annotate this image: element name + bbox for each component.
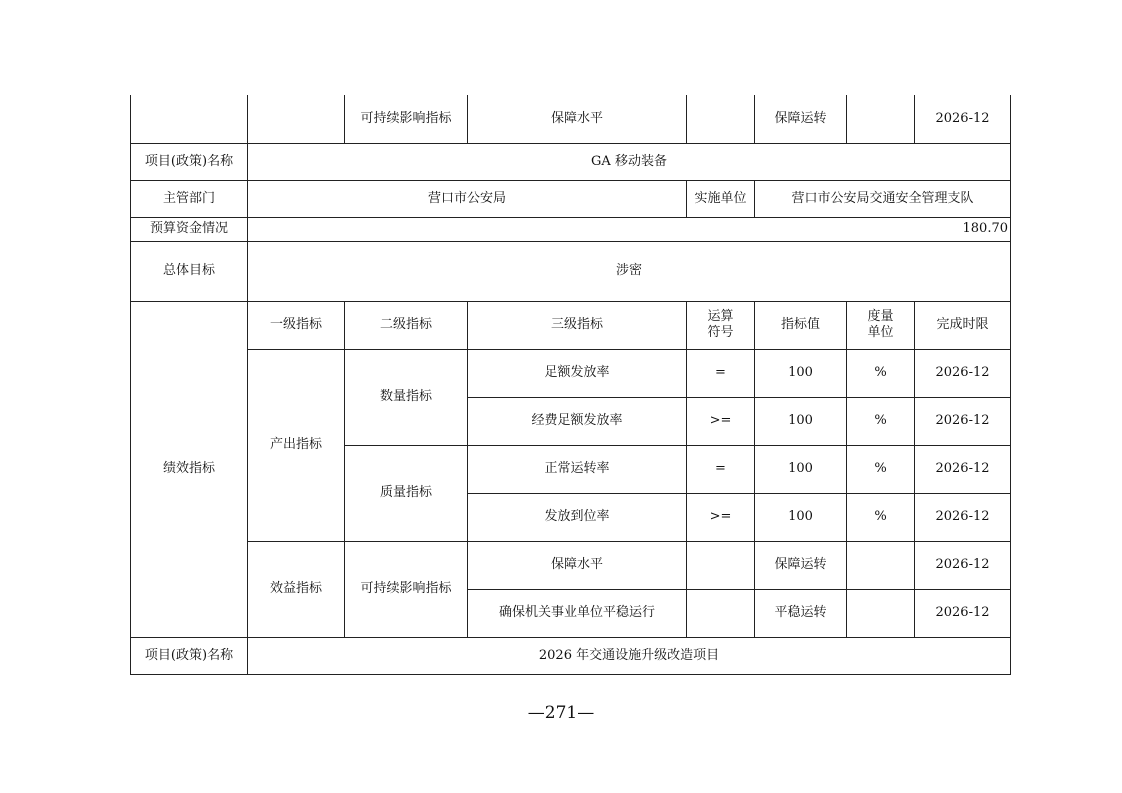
indicator-value-cell: 100	[755, 349, 847, 397]
deadline-cell: 2026-12	[915, 95, 1011, 143]
header-level3: 三级指标	[468, 301, 687, 349]
budget-performance-table	[130, 95, 1011, 675]
secondary-indicator-cell: 可持续影响指标	[345, 95, 468, 143]
header-deadline: 完成时限	[915, 301, 1011, 349]
page-number: —271—	[527, 703, 595, 723]
deadline-cell: 2026-12	[915, 397, 1011, 445]
indicator-name: 确保机关事业单位平稳运行	[468, 589, 687, 637]
indicator-name: 足额发放率	[468, 349, 687, 397]
operator-cell	[687, 95, 755, 143]
table-row	[131, 241, 1011, 301]
unit-cell	[847, 541, 915, 589]
goal-label: 总体目标	[131, 241, 248, 301]
budget-value: 180.70	[248, 217, 1011, 241]
table-row	[131, 349, 1011, 397]
header-row	[131, 301, 1011, 349]
unit-cell: %	[847, 493, 915, 541]
deadline-cell: 2026-12	[915, 589, 1011, 637]
deadline-cell: 2026-12	[915, 445, 1011, 493]
table-row	[131, 217, 1011, 241]
next-project-name-label: 项目(政策)名称	[131, 637, 248, 674]
operator-cell: =	[687, 445, 755, 493]
indicator-name: 保障水平	[468, 541, 687, 589]
operator-cell	[687, 541, 755, 589]
benefit-indicator-label: 效益指标	[248, 541, 345, 637]
indicator-value-cell: 100	[755, 397, 847, 445]
goal-value: 涉密	[248, 241, 1011, 301]
dept-value: 营口市公安局	[248, 180, 687, 217]
table-row	[131, 143, 1011, 180]
indicator-value-cell: 100	[755, 493, 847, 541]
table-row	[131, 180, 1011, 217]
indicator-value-cell: 保障运转	[755, 541, 847, 589]
unit-cell: %	[847, 349, 915, 397]
table-row	[131, 95, 1011, 143]
header-unit-line2: 单位	[867, 325, 894, 340]
project-name-label: 项目(政策)名称	[131, 143, 248, 180]
impl-value: 营口市公安局交通安全管理支队	[755, 180, 1011, 217]
quality-indicator-label: 质量指标	[345, 445, 468, 541]
indicator-name: 发放到位率	[468, 493, 687, 541]
indicator-name: 正常运转率	[468, 445, 687, 493]
indicator-name: 经费足额发放率	[468, 397, 687, 445]
unit-cell: %	[847, 445, 915, 493]
empty-cell	[248, 95, 345, 143]
unit-cell	[847, 95, 915, 143]
header-level1: 一级指标	[248, 301, 345, 349]
table-row	[131, 541, 1011, 589]
tertiary-indicator-cell: 保障水平	[468, 95, 687, 143]
operator-cell: >=	[687, 493, 755, 541]
empty-cell	[131, 95, 248, 143]
header-operator-line2: 符号	[707, 325, 734, 340]
operator-cell: >=	[687, 397, 755, 445]
budget-label: 预算资金情况	[131, 217, 248, 241]
unit-cell: %	[847, 397, 915, 445]
header-unit-line1: 度量	[867, 309, 894, 324]
unit-cell	[847, 589, 915, 637]
deadline-cell: 2026-12	[915, 493, 1011, 541]
performance-label: 绩效指标	[131, 301, 248, 637]
deadline-cell: 2026-12	[915, 349, 1011, 397]
project-name: GA 移动装备	[248, 143, 1011, 180]
operator-cell	[687, 589, 755, 637]
impl-label: 实施单位	[687, 180, 755, 217]
header-value: 指标值	[755, 301, 847, 349]
header-operator	[687, 301, 755, 349]
indicator-value-cell: 平稳运转	[755, 589, 847, 637]
operator-cell: =	[687, 349, 755, 397]
output-indicator-label: 产出指标	[248, 349, 345, 541]
indicator-value-cell: 100	[755, 445, 847, 493]
dept-label: 主管部门	[131, 180, 248, 217]
quantity-indicator-label: 数量指标	[345, 349, 468, 445]
next-project-name: 2026 年交通设施升级改造项目	[248, 637, 1011, 674]
table-row	[131, 637, 1011, 674]
header-operator-line1: 运算	[707, 309, 734, 324]
indicator-value-cell: 保障运转	[755, 95, 847, 143]
sustain-indicator-label: 可持续影响指标	[345, 541, 468, 637]
header-unit	[847, 301, 915, 349]
header-level2: 二级指标	[345, 301, 468, 349]
deadline-cell: 2026-12	[915, 541, 1011, 589]
